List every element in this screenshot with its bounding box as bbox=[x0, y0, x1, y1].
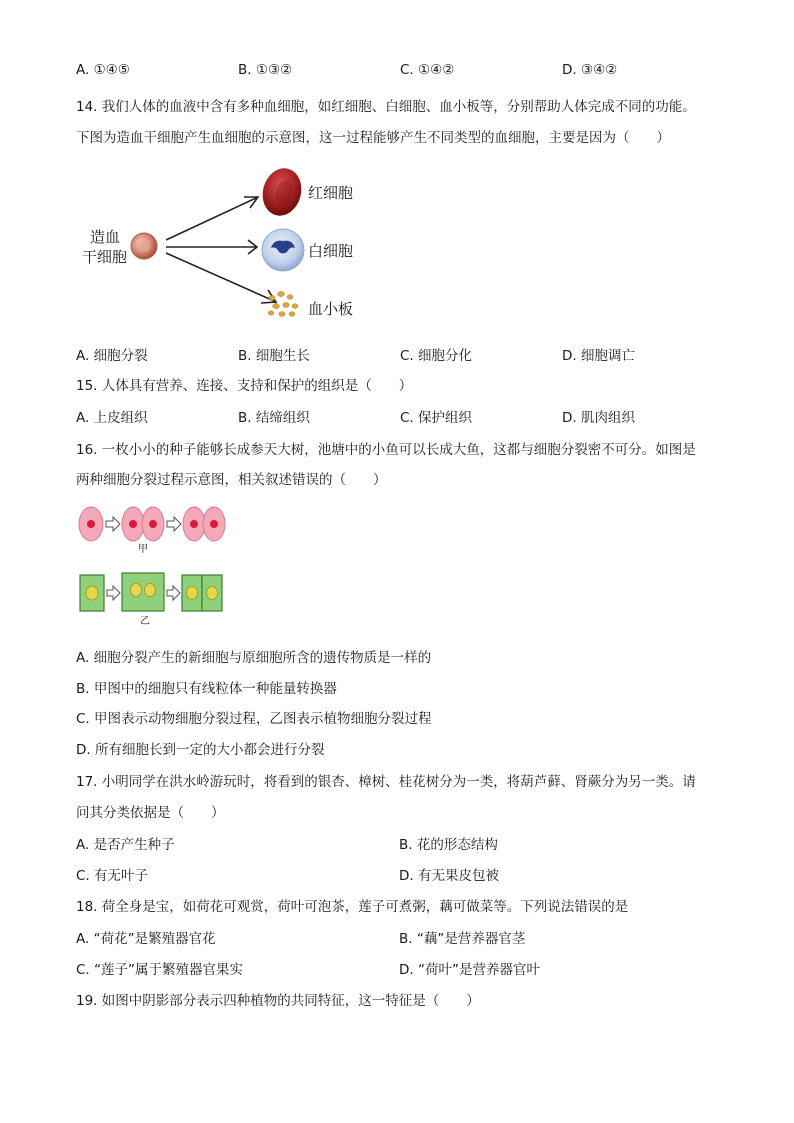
q13-option-a[interactable]: A. ①④⑤ bbox=[76, 62, 130, 78]
q14-stem-line2: 下图为造血干细胞产生血细胞的示意图，这一过程能够产生不同类型的血细胞，主要是因为（ ） bbox=[76, 130, 670, 146]
q16-stem-line2: 两种细胞分裂过程示意图，相关叙述错误的（ ） bbox=[76, 472, 387, 488]
label-jia: 甲 bbox=[138, 544, 148, 555]
q14-option-a[interactable]: A. 细胞分裂 bbox=[76, 348, 148, 364]
label-yi: 乙 bbox=[140, 616, 150, 627]
white-blood-cell bbox=[262, 229, 304, 271]
white-cell-label: 白细胞 bbox=[308, 242, 354, 260]
q14-option-b[interactable]: B. 细胞生长 bbox=[238, 348, 310, 364]
arrow-to-white bbox=[166, 240, 257, 254]
platelet-label: 血小板 bbox=[308, 300, 354, 318]
q15-option-c[interactable]: C. 保护组织 bbox=[400, 410, 473, 426]
q18-stem: 18. 荷全身是宝，如荷花可观赏，荷叶可泡茶，莲子可煮粥，藕可做菜等。下列说法错误的是 bbox=[76, 899, 629, 915]
division-arrow-1 bbox=[106, 517, 120, 531]
q16-figure-cell-division bbox=[78, 504, 228, 629]
q17-options-row1 bbox=[76, 833, 736, 853]
stem-cell-label-2: 干细胞 bbox=[82, 248, 128, 266]
q17-options-row2 bbox=[76, 864, 736, 884]
q15-option-a[interactable]: A. 上皮组织 bbox=[76, 410, 148, 426]
q13-options bbox=[76, 62, 736, 82]
q13-option-b[interactable]: B. ①③② bbox=[238, 62, 293, 78]
q15-option-b[interactable]: B. 结缔组织 bbox=[238, 410, 310, 426]
q17-option-a[interactable]: A. 是否产生种子 bbox=[76, 837, 175, 853]
q18-option-a[interactable]: A. “荷花”是繁殖器官花 bbox=[76, 931, 216, 947]
plant-daughter-cells bbox=[182, 575, 222, 611]
animal-cell-dividing bbox=[122, 507, 164, 541]
stem-cell-nucleus bbox=[138, 240, 150, 252]
q17-option-d[interactable]: D. 有无果皮包被 bbox=[399, 868, 499, 884]
q14-options bbox=[76, 344, 736, 364]
division-arrow-2 bbox=[167, 517, 181, 531]
q18-option-d[interactable]: D. “荷叶”是营养器官叶 bbox=[399, 962, 540, 978]
red-blood-cell bbox=[257, 164, 306, 220]
q17-stem-line1: 17. 小明同学在洪水岭游玩时，将看到的银杏、樟树、桂花树分为一类，将葫芦藓、肾蕨分为另一类。请 bbox=[76, 774, 696, 790]
plant-cell-dividing bbox=[122, 573, 164, 611]
q16-option-a[interactable]: A. 细胞分裂产生的新细胞与原细胞所含的遗传物质是一样的 bbox=[76, 650, 432, 666]
division-arrow-3 bbox=[107, 586, 120, 600]
arrow-to-red bbox=[166, 197, 258, 240]
q13-option-d[interactable]: D. ③④② bbox=[562, 62, 618, 78]
q14-option-c[interactable]: C. 细胞分化 bbox=[400, 348, 473, 364]
q18-option-c[interactable]: C. “莲子”属于繁殖器官果实 bbox=[76, 962, 243, 978]
q14-option-d[interactable]: D. 细胞调亡 bbox=[562, 348, 635, 364]
q18-option-b[interactable]: B. “藕”是营养器官茎 bbox=[399, 931, 526, 947]
platelets bbox=[268, 291, 298, 316]
q19-stem: 19. 如图中阴影部分表示四种植物的共同特征，这一特征是（ ） bbox=[76, 993, 480, 1009]
plant-cell-division-row bbox=[80, 573, 222, 627]
q17-option-c[interactable]: C. 有无叶子 bbox=[76, 868, 149, 884]
q18-options-row2 bbox=[76, 958, 736, 978]
q15-stem: 15. 人体具有营养、连接、支持和保护的组织是（ ） bbox=[76, 378, 413, 394]
animal-cell-1 bbox=[79, 507, 103, 541]
q16-option-c[interactable]: C. 甲图表示动物细胞分裂过程，乙图表示植物细胞分裂过程 bbox=[76, 711, 432, 727]
q15-options bbox=[76, 406, 736, 426]
division-arrow-4 bbox=[167, 586, 180, 600]
q17-stem-line2: 问其分类依据是（ ） bbox=[76, 805, 225, 821]
q13-option-c[interactable]: C. ①④② bbox=[400, 62, 455, 78]
q14-stem-line1: 14. 我们人体的血液中含有多种血细胞，如红细胞、白细胞、血小板等，分别帮助人体完成不同的功能。 bbox=[76, 99, 696, 115]
plant-cell-1 bbox=[80, 575, 104, 611]
q16-stem-line1: 16. 一枚小小的种子能够长成参天大树，池塘中的小鱼可以长成大鱼，这都与细胞分裂密不可分。如图是 bbox=[76, 442, 696, 458]
q14-figure-blood-cells bbox=[76, 160, 396, 335]
arrow-to-platelet bbox=[166, 253, 276, 303]
animal-cell-division-row bbox=[79, 507, 225, 555]
red-cell-label: 红细胞 bbox=[308, 184, 354, 202]
q16-option-d[interactable]: D. 所有细胞长到一定的大小都会进行分裂 bbox=[76, 742, 325, 758]
q16-option-b[interactable]: B. 甲图中的细胞只有线粒体一种能量转换器 bbox=[76, 681, 337, 697]
q15-option-d[interactable]: D. 肌肉组织 bbox=[562, 410, 635, 426]
q18-options-row1 bbox=[76, 927, 736, 947]
animal-daughter-cells bbox=[183, 507, 225, 541]
stem-cell-label-1: 造血 bbox=[90, 228, 121, 246]
q17-option-b[interactable]: B. 花的形态结构 bbox=[399, 837, 498, 853]
